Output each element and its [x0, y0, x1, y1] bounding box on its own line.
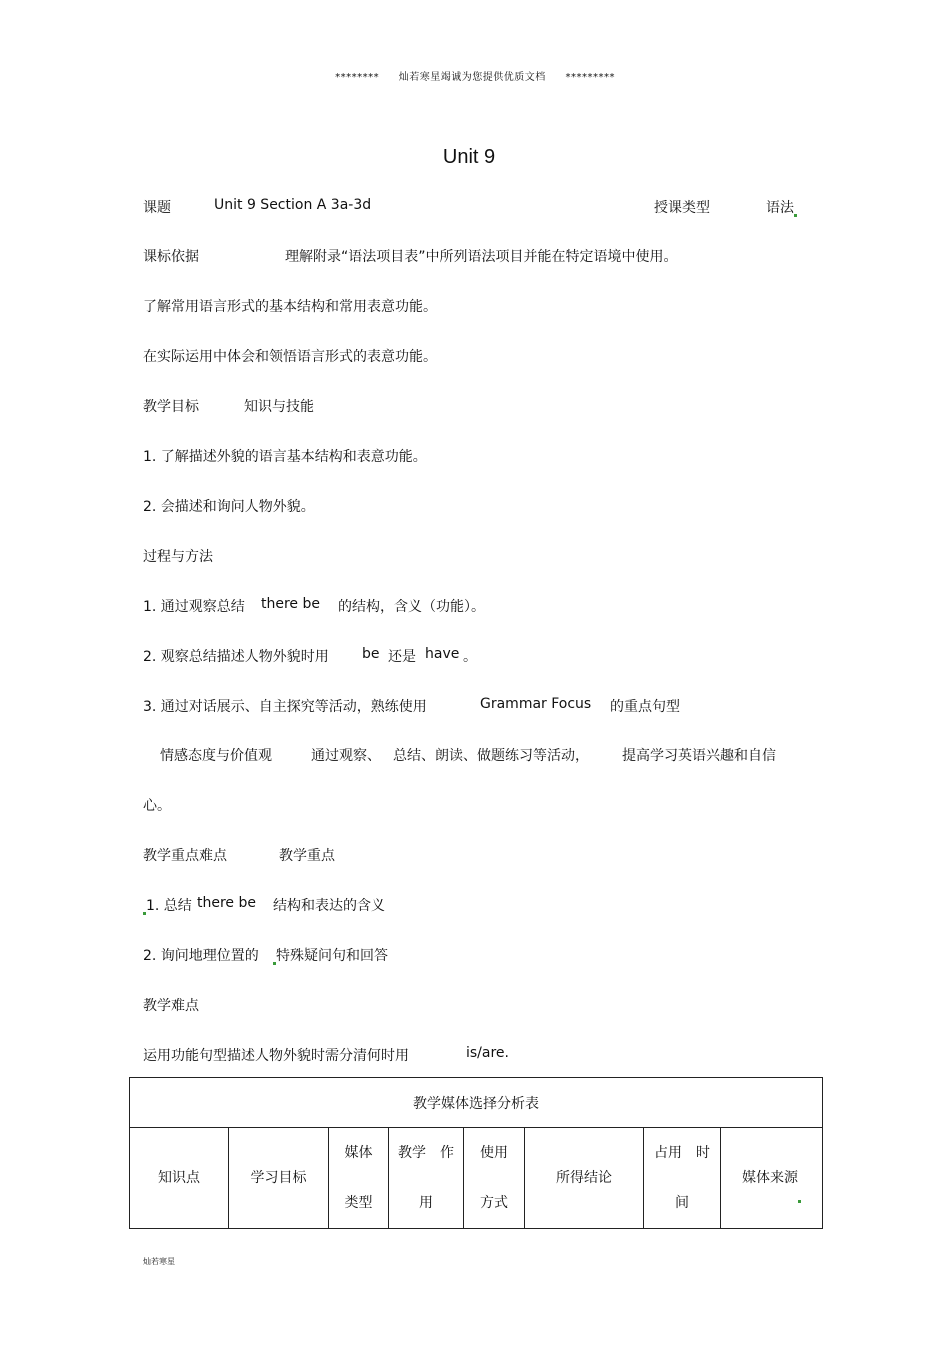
green-dot-icon [794, 214, 797, 217]
process-item-2-a: 2. 观察总结描述人物外貌时用 [143, 649, 329, 665]
emotion-label: 情感态度与价值观 [160, 748, 272, 764]
type-value-wrap [766, 197, 797, 217]
focus-item-2-b-wrap [273, 945, 388, 965]
column-header-time: 占用 时 间 [644, 1128, 721, 1229]
process-item-2-b: be [362, 646, 380, 662]
knowledge-item-2: 2. 会描述和询问人物外貌。 [143, 499, 315, 515]
column-header-media-type: 媒体 类型 [329, 1128, 389, 1229]
focus-item-1-a-wrap [143, 895, 192, 915]
difficulty-item-1-a: 运用功能句型描述人物外貌时需分清何时用 [143, 1048, 409, 1064]
focus-label: 教学重点 [279, 848, 335, 864]
knowledge-label: 知识与技能 [244, 399, 314, 415]
process-item-2-e: 。 [463, 649, 477, 665]
basis-label: 课标依据 [143, 249, 199, 265]
emotion-text-a: 通过观察、 [311, 748, 381, 764]
focus-item-1-b: there be [197, 895, 256, 911]
media-analysis-table [129, 1077, 823, 1229]
process-label: 过程与方法 [143, 549, 213, 565]
knowledge-item-1: 1. 了解描述外貌的语言基本结构和表意功能。 [143, 449, 427, 465]
page-footer: 灿若寒星 [143, 1257, 175, 1266]
emotion-text-b: 总结、朗读、做题练习等活动， [393, 748, 589, 764]
focus-item-1-a: 1. 总结 [146, 898, 192, 914]
header-stars-left: ******** [335, 72, 380, 83]
process-item-1-b: there be [261, 596, 320, 612]
column-header-source: 媒体来源 [721, 1128, 823, 1229]
topic-label: 课题 [143, 200, 171, 216]
keypoints-label: 教学重点难点 [143, 848, 227, 864]
basis-line-2: 了解常用语言形式的基本结构和常用表意功能。 [143, 299, 437, 315]
column-header-goal: 学习目标 [229, 1128, 329, 1229]
focus-item-1-c: 结构和表达的含义 [273, 898, 385, 914]
basis-text: 理解附录“语法项目表”中所列语法项目并能在特定语境中使用。 [285, 249, 678, 265]
emotion-text-c: 提高学习英语兴趣和自信 [622, 748, 776, 764]
green-dot-icon [798, 1200, 801, 1203]
process-item-3-b: Grammar Focus [480, 696, 592, 712]
column-header-conclusion: 所得结论 [525, 1128, 644, 1229]
page-header [0, 68, 950, 83]
column-header-knowledge: 知识点 [130, 1128, 229, 1229]
type-value: 语法 [766, 200, 794, 216]
process-item-2-c: 还是 [388, 649, 416, 665]
process-item-3-c: 的重点句型 [610, 699, 680, 715]
process-item-1-c: 的结构，含义（功能）。 [338, 599, 485, 615]
focus-item-2-a: 2. 询问地理位置的 [143, 948, 259, 964]
process-item-3-a: 3. 通过对话展示、自主探究等活动，熟练使用 [143, 699, 427, 715]
column-header-teaching-role: 教学 作 用 [389, 1128, 464, 1229]
emotion-text-d: 心。 [143, 798, 171, 814]
topic-value: Unit 9 Section A 3a-3d [214, 197, 372, 213]
process-item-2-d: have [425, 646, 460, 662]
page-title: Unit 9 [442, 146, 496, 168]
goals-label: 教学目标 [143, 399, 199, 415]
table-caption: 教学媒体选择分析表 [130, 1078, 823, 1128]
type-label: 授课类型 [654, 200, 710, 216]
focus-item-2-b: 特殊疑问句和回答 [276, 948, 388, 964]
header-stars-right: ********* [565, 72, 615, 83]
difficulty-label: 教学难点 [143, 998, 199, 1014]
column-header-usage: 使用 方式 [464, 1128, 525, 1229]
header-text: 灿若寒星竭诚为您提供优质文档 [398, 72, 546, 83]
basis-line-3: 在实际运用中体会和领悟语言形式的表意功能。 [143, 349, 437, 365]
process-item-1-a: 1. 通过观察总结 [143, 599, 245, 615]
difficulty-item-1-b: is/are. [466, 1045, 509, 1061]
